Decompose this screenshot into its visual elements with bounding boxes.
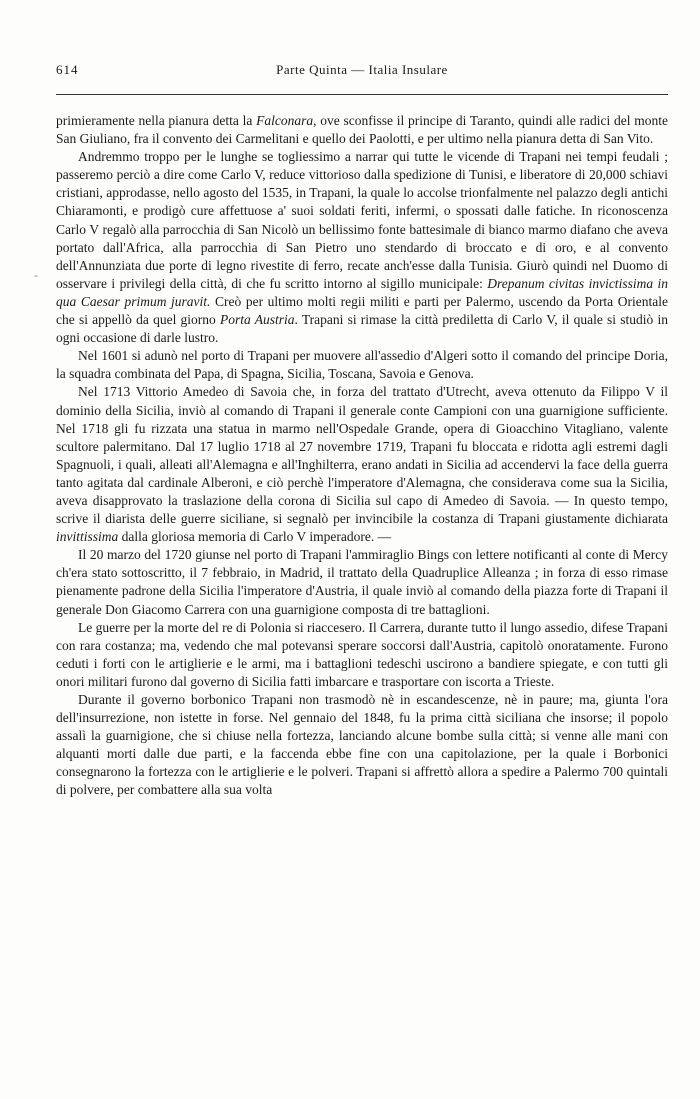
- paragraph-4: Nel 1713 Vittorio Amedeo di Savoia che, in forza del trattato d'Utrecht, aveva ottenuto da Filippo V il dominio della Sicilia, inviò al comando di Trapani il generale conte Campioni con una guarnigione sufficiente. Nel 1718 gli fu rizzata una statua in marmo nell'Ospedale Grande, opera di Gioacchino Vitagliano, valente scultore palermitano. Dal 17 luglio 1718 al 27 novembre 1719, Trapani fu bloccata e ridotta agli estremi dagli Spagnuoli, i quali, alleati all'Alemagna e all'Inghilterra, erano andati in Sicilia ad accendervi la face della guerra tanto agitata dal cardinale Alberoni, e ciò perchè l'imperatore d'Alemagna, che considerava come sua la Sicilia, aveva disapprovato la traslazione della corona di Sicilia sul capo di Amedeo di Savoia. — In questo tempo, scrive il diarista delle guerre siciliane, si segnalò per invincibile la costanza di Trapani giustamente dichiarata invittissima dalla gloriosa memoria di Carlo V imperadore. —: [56, 384, 668, 545]
- paragraph-7: Durante il governo borbonico Trapani non trasmodò nè in escandescenze, nè in paure; ma, giunta l'ora dell'insurrezione, non istette in forse. Nel gennaio del 1848, fu la prima città siciliana che insorse; il popolo assalì la guarnigione, che si chiuse nella fortezza, lanciando alcune bombe sulla città; si venne alle mani con alquanti morti dalle due parti, e la faccenda ebbe fine con una capitolazione, per la quale i Borbonici consegnarono la fortezza con le artiglierie e le polveri. Trapani si affrettò allora a spedire a Palermo 700 quintali di polvere, per combattere alla sua volta: [56, 692, 668, 798]
- paragraph-2: Andremmo troppo per le lunghe se togliessimo a narrar qui tutte le vicende di Trapani nei tempi feudali ; passeremo perciò a dire come Carlo V, reduce vittorioso dalla spedizione di Tunisi, e liberatore di 20,000 schiavi cristiani, approdasse, nello agosto del 1535, in Trapani, la quale lo accolse trionfalmente nel palazzo degli antichi Chiaramonti, e prodigò cure affettuose a' suoi soldati feriti, infermi, o spossati dalle fatiche. In riconoscenza Carlo V regalò alla parrocchia di San Nicolò un bellissimo fonte battesimale di bianco marmo diafano che aveva portato dall'Africa, alla parrocchia di San Pietro uno stendardo di broccato e di oro, e al convento dell'Annunziata due porte di legno rivestite di ferro, recate anch'esse dalla Tunisia. Giurò quindi nel Duomo di osservare i privilegi della città, di che fu scritto intorno al sigillo municipale: Drepanum civitas invictissima in qua Caesar primum juravit. Creò per ultimo molti regii militi e parti per Palermo, uscendo da Porta Orientale che si appellò da quel giorno Porta Austria. Trapani si rimase la città prediletta di Carlo V, il quale si studiò in ogni occasione di darle lustro.: [56, 149, 668, 346]
- page-header: [56, 62, 668, 82]
- paragraph-1: primieramente nella pianura detta la Falconara, ove sconfisse il principe di Taranto, quindi alle radici del monte San Giuliano, fra il convento dei Carmelitani e quello dei Paolotti, e per ultimo nella pianura detta di San Vito.: [56, 113, 668, 147]
- margin-mark: -: [34, 268, 38, 282]
- paragraph-5: Il 20 marzo del 1720 giunse nel porto di Trapani l'ammiraglio Bings con lettere notificanti al conte di Mercy ch'era stato sottoscritto, il 7 febbraio, in Madrid, il trattato della Quadruplice Alleanza ; in forza di esso rimase pienamente padrone della Sicilia l'imperatore d'Austria, il quale inviò al comando della piazza forte di Trapani il generale Don Giacomo Carrera con una guarnigione composta di tre battaglioni.: [56, 547, 668, 617]
- body-text: [56, 112, 668, 800]
- page-number: 614: [56, 62, 79, 77]
- running-title: Parte Quinta — Italia Insulare: [276, 62, 448, 77]
- paragraph-3: Nel 1601 si adunò nel porto di Trapani per muovere all'assedio d'Algeri sotto il comando del principe Doria, la squadra combinata del Papa, di Spagna, Sicilia, Toscana, Savoia e Genova.: [56, 348, 668, 382]
- header-rule: [56, 94, 668, 95]
- paragraph-6: Le guerre per la morte del re di Polonia si riaccesero. Il Carrera, durante tutto il lungo assedio, difese Trapani con rara costanza; ma, vedendo che mal potevansi sperare soccorsi dall'Austria, capitolò onoratamente. Furono ceduti i forti con le artiglierie e le armi, ma i battaglioni tedeschi uscirono a bandiere spiegate, e con tutti gli onori militari furono dal governo di Sicilia fatti imbarcare e trasportare con iscorta a Trieste.: [56, 619, 668, 689]
